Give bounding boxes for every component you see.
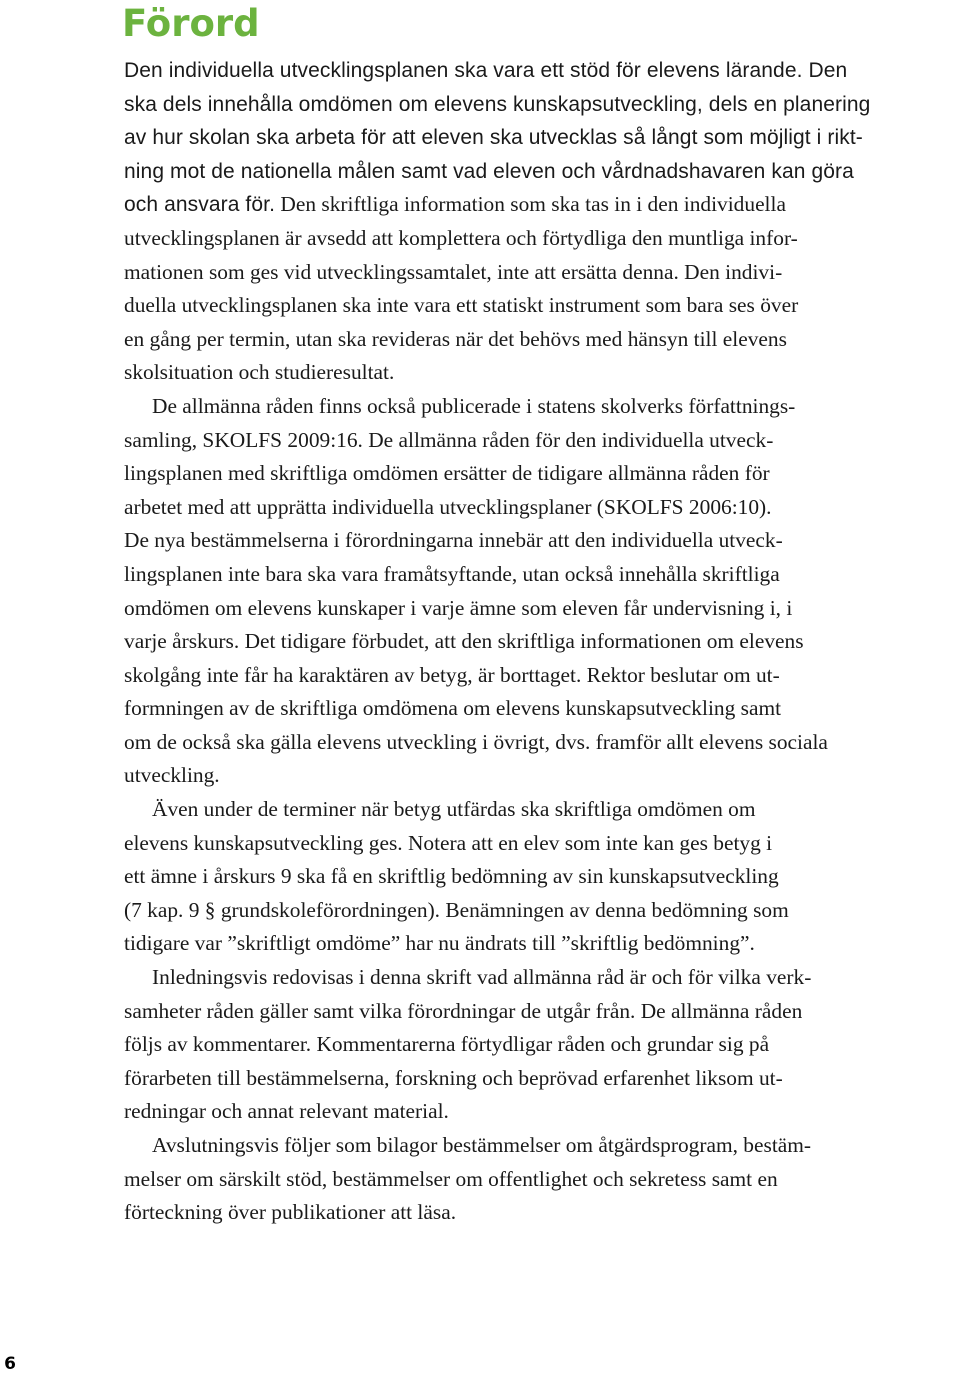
text-span: Den skriftliga information som ska tas in i den individuella: [275, 192, 786, 217]
paragraph-start-line: [124, 1129, 956, 1163]
text-line: skolgång inte får ha karaktären av betyg, är borttaget. Rektor beslutar om ut-: [124, 662, 780, 687]
text-line: ett ämne i årskurs 9 ska få en skriftlig bedömning av sin kunskapsutveckling: [124, 864, 779, 889]
page-title: Förord: [122, 2, 260, 45]
text-span: Inledningsvis redovisas i denna skrift vad allmänna råd är och för vilka verk-: [152, 965, 812, 990]
text-line: omdömen om elevens kunskaper i varje ämne som eleven får undervisning i, i: [124, 595, 793, 620]
text-line: lingsplanen inte bara ska vara framåtsyftande, utan också innehålla skriftliga: [124, 561, 780, 586]
text-line: varje årskurs. Det tidigare förbudet, att den skriftliga informationen om elevens: [124, 629, 804, 654]
body-text: [124, 54, 956, 1230]
text-line: lingsplanen med skriftliga omdömen ersätter de tidigare allmänna råden för: [124, 461, 770, 486]
text-line: skolsituation och studieresultat.: [124, 360, 395, 385]
paragraph-start-line: [124, 390, 956, 424]
text-line: ning mot de nationella målen samt vad eleven och vårdnadshavaren kan göra: [124, 159, 854, 183]
text-line: om de också ska gälla elevens utveckling i övrigt, dvs. framför allt elevens sociala: [124, 729, 828, 754]
text-line: utvecklingsplanen är avsedd att komplettera och förtydliga den muntliga infor-: [124, 225, 798, 250]
text-line: duella utvecklingsplanen ska inte vara ett statiskt instrument som bara ses över: [124, 293, 799, 318]
text-line: formningen av de skriftliga omdömena om elevens kunskapsutveckling samt: [124, 696, 782, 721]
mixed-text-line: [124, 188, 956, 222]
text-line: Den individuella utvecklingsplanen ska vara ett stöd för elevens lärande. Den: [124, 59, 848, 82]
text-line: mationen som ges vid utvecklingssamtalet, inte att ersätta denna. Den indivi-: [124, 259, 783, 284]
text-line: De nya bestämmelserna i förordningarna innebär att den individuella utveck-: [124, 528, 783, 553]
text-line: elevens kunskapsutveckling ges. Notera att en elev som inte kan ges betyg i: [124, 830, 773, 855]
text-line: redningar och annat relevant material.: [124, 1099, 449, 1124]
text-line: melser om särskilt stöd, bestämmelser om offentlighet och sekretess samt en: [124, 1166, 778, 1191]
page-number: 6: [4, 1354, 16, 1374]
paragraph-start-line: [124, 793, 956, 827]
text-span: och ansvara för.: [124, 193, 276, 217]
paragraph-start-line: [124, 961, 956, 995]
text-line: ska dels innehålla omdömen om elevens kunskapsutveckling, dels en planering: [124, 92, 871, 116]
text-line: samheter råden gäller samt vilka förordningar de utgår från. De allmänna råden: [124, 998, 803, 1023]
text-line: följs av kommentarer. Kommentarerna förtydligar råden och grundar sig på: [124, 1032, 770, 1057]
text-line: (7 kap. 9 § grundskoleförordningen). Benämningen av denna bedömning som: [124, 897, 789, 922]
text-line: förarbeten till bestämmelserna, forskning och beprövad erfarenhet liksom ut-: [124, 1065, 783, 1090]
text-span: De allmänna råden finns också publicerade i statens skolverks författnings-: [152, 393, 796, 418]
text-line: utveckling.: [124, 763, 220, 788]
text-span: Avslutningsvis följer som bilagor bestämmelser om åtgärdsprogram, bestäm-: [152, 1133, 812, 1157]
text-line: av hur skolan ska arbeta för att eleven ska utvecklas så långt som möjligt i rikt-: [124, 126, 863, 150]
text-line: samling, SKOLFS 2009:16. De allmänna råden för den individuella utveck-: [124, 427, 774, 452]
text-line: arbetet med att upprätta individuella utvecklingsplaner (SKOLFS 2006:10).: [124, 494, 772, 519]
text-line: en gång per termin, utan ska revideras när det behövs med hänsyn till elevens: [124, 326, 787, 351]
text-line: tidigare var ”skriftligt omdöme” har nu ändrats till ”skriftlig bedömning”.: [124, 931, 755, 956]
text-line: förteckning över publikationer att läsa.: [124, 1200, 457, 1225]
text-span: Även under de terminer när betyg utfärdas ska skriftliga omdömen om: [152, 797, 756, 822]
